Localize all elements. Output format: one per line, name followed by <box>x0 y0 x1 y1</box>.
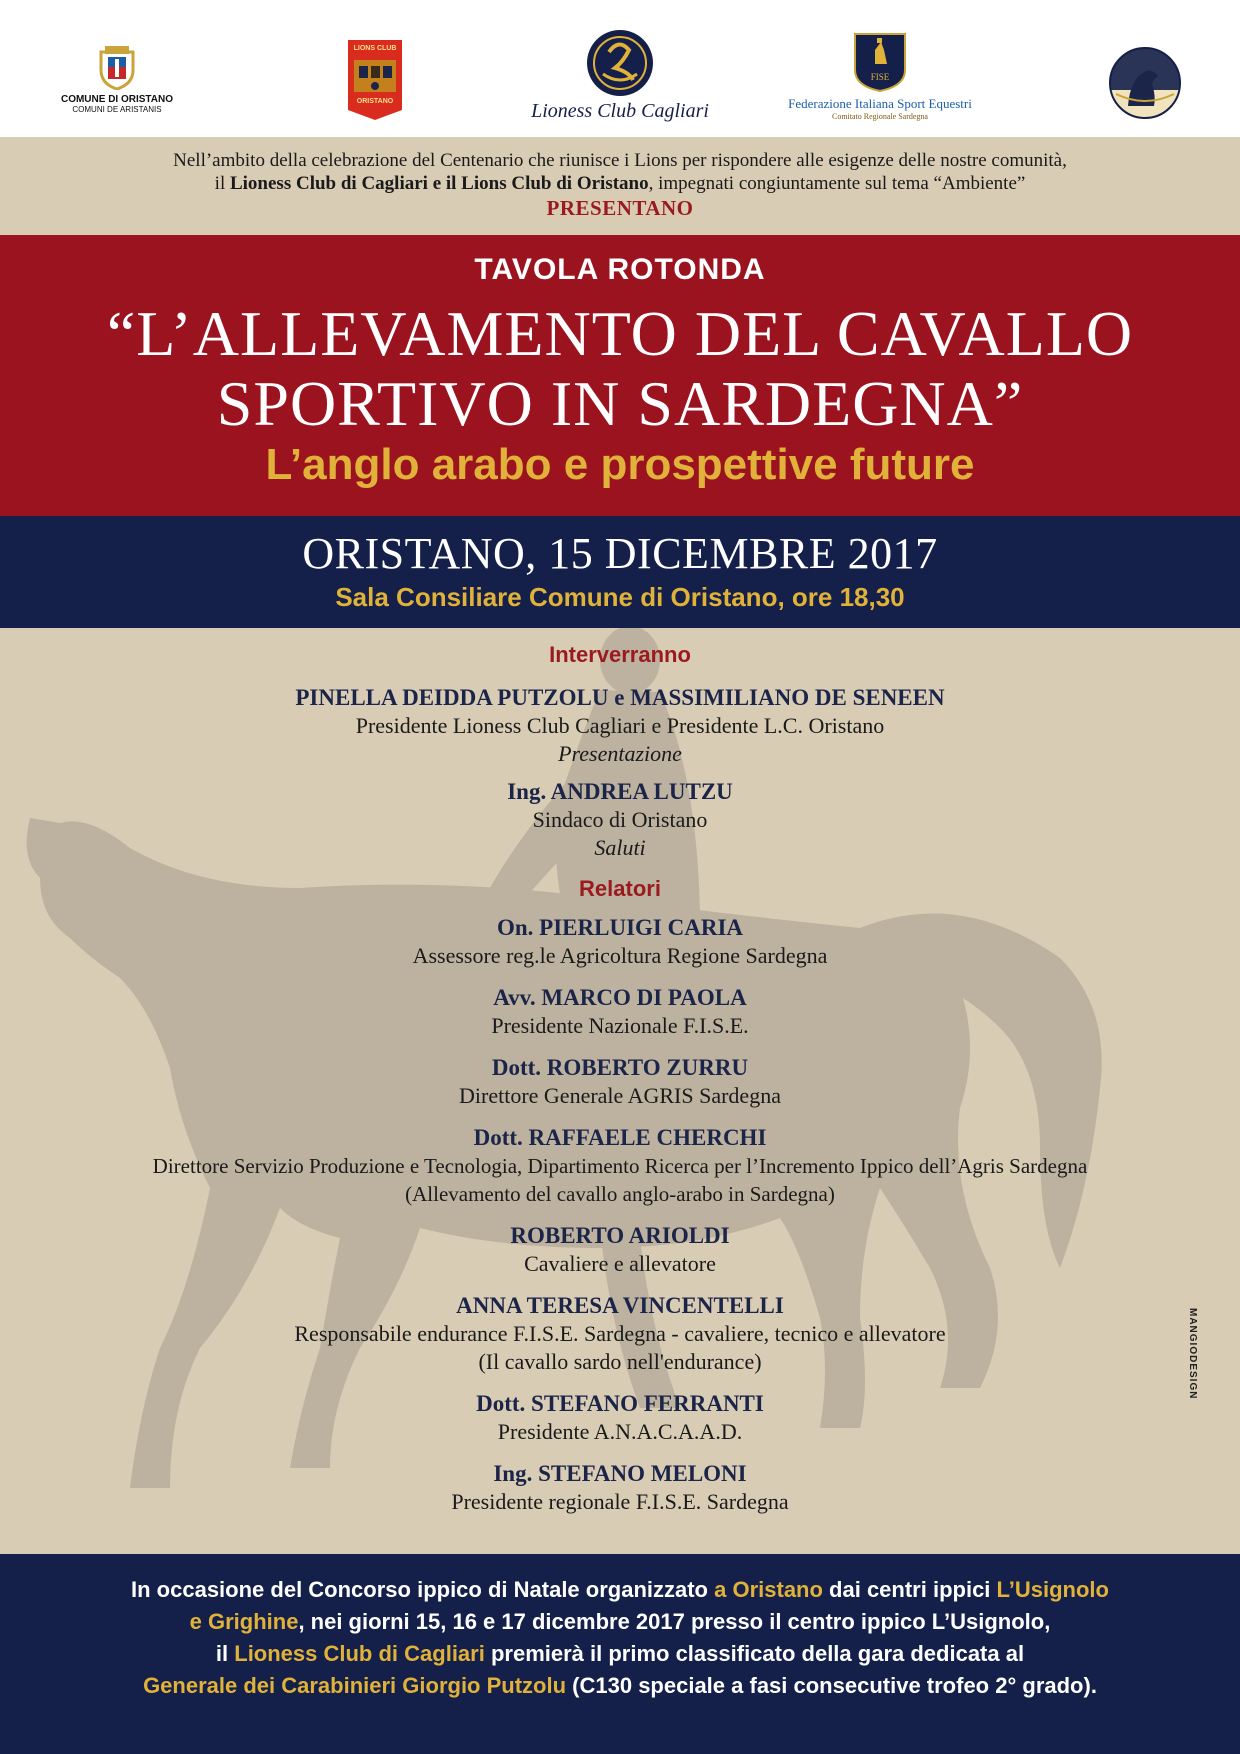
speaker-topic: (Il cavallo sardo nell'endurance) <box>478 1349 762 1374</box>
comune-sub: COMUNI DE ARISTANIS <box>72 105 162 114</box>
intro-section <box>0 137 1240 235</box>
speaker-topic: (Allevamento del cavallo anglo-arabo in Sardegna) <box>405 1182 835 1206</box>
speaker-block <box>0 1390 1240 1446</box>
comune-oristano-logo <box>52 44 182 114</box>
fise-sub: Comitato Regionale Sardegna <box>832 112 928 121</box>
program-content <box>0 628 1240 1516</box>
event-title <box>0 299 1240 439</box>
footer-text: , nei giorni 15, 16 e 17 dicembre 2017 presso il centro ippico L’Usignolo, <box>298 1609 1051 1634</box>
footer-highlight: L’Usignolo <box>996 1577 1109 1602</box>
fise-caption: Federazione Italiana Sport Equestri <box>788 96 972 111</box>
footer-line-1 <box>0 1574 1240 1606</box>
horse-club-logo <box>1108 46 1182 125</box>
speaker-role: Sindaco di Oristano <box>532 807 708 832</box>
footer-text: dai centri ippici <box>822 1577 997 1602</box>
footer-line-3 <box>0 1638 1240 1670</box>
speaker-name: ROBERTO ARIOLDI <box>510 1223 730 1248</box>
event-title-line-2: SPORTIVO IN SARDEGNA” <box>216 368 1024 439</box>
event-date: ORISTANO, 15 DICEMBRE 2017 <box>302 529 938 578</box>
speaker-name: Dott. RAFFAELE CHERCHI <box>473 1125 767 1150</box>
fise-label: FISE <box>870 72 890 82</box>
intro-line-2-bold: Lioness Club di Cagliari e il Lions Club di Oristano <box>229 173 649 194</box>
lioness-caption: Lioness Club Cagliari <box>531 100 709 122</box>
speaker-block <box>0 684 1240 768</box>
speaker-role: Responsabile endurance F.I.S.E. Sardegna - cavaliere, tecnico e allevatore <box>294 1321 946 1346</box>
speaker-block <box>0 1222 1240 1278</box>
speaker-name: Dott. ROBERTO ZURRU <box>491 1055 749 1080</box>
intro-line-2-pre: il <box>214 173 230 194</box>
lions-top-label: LIONS CLUB <box>353 45 397 52</box>
footer-notice <box>0 1554 1240 1754</box>
fise-shield-icon <box>851 30 909 92</box>
speaker-role: Direttore Generale AGRIS Sardegna <box>459 1083 781 1108</box>
intro-line-1: Nell’ambito della celebrazione del Centenario che riunisce i Lions per rispondere alle esigenze delle nostre comunità, <box>173 150 1067 171</box>
footer-highlight: Lioness Club di Cagliari <box>234 1641 485 1666</box>
speaker-name: PINELLA DEIDDA PUTZOLU e MASSIMILIANO DE SENEEN <box>295 685 945 710</box>
relatori-heading: Relatori <box>579 876 661 901</box>
footer-line-2 <box>0 1606 1240 1638</box>
event-kicker: TAVOLA ROTONDA <box>474 253 766 286</box>
speaker-block <box>0 1054 1240 1110</box>
footer-text: In occasione del Concorso ippico di Natale organizzato <box>131 1577 715 1602</box>
speaker-name: Ing. STEFANO MELONI <box>493 1461 747 1486</box>
title-band <box>0 235 1240 516</box>
logo-bar <box>0 0 1240 137</box>
footer-highlight: e Grighine <box>189 1609 299 1634</box>
speaker-block <box>0 1292 1240 1376</box>
speaker-role: Presidente A.N.A.C.A.A.D. <box>497 1419 743 1444</box>
speaker-name: On. PIERLUIGI CARIA <box>496 915 743 940</box>
date-band <box>0 516 1240 628</box>
footer-line-4 <box>0 1670 1240 1702</box>
crest-icon <box>97 44 137 90</box>
footer-text: (C130 speciale a fasi consecutive trofeo 2° grado). <box>566 1673 1097 1698</box>
lioness-emblem-icon <box>585 28 655 98</box>
lions-banner-icon <box>348 40 402 120</box>
speaker-block <box>0 984 1240 1040</box>
interverranno-heading: Interverranno <box>549 642 691 667</box>
speaker-name: Ing. ANDREA LUTZU <box>507 779 733 804</box>
designer-credit: MANGIODESIGN <box>1187 1308 1198 1400</box>
footer-text: il <box>215 1641 235 1666</box>
program-section <box>0 628 1240 1554</box>
event-venue: Sala Consiliare Comune di Oristano, ore 18,30 <box>335 582 905 612</box>
footer-highlight: a Oristano <box>714 1577 823 1602</box>
comune-name: COMUNE DI ORISTANO <box>60 94 174 105</box>
footer-text: premierà il primo classificato della gara dedicata al <box>484 1641 1025 1666</box>
speaker-block <box>0 1124 1240 1208</box>
speaker-role: Direttore Servizio Produzione e Tecnologia, Dipartimento Ricerca per l’Incremento Ippico dell’Agris Sardegna <box>152 1154 1088 1178</box>
lions-bottom-label: ORISTANO <box>356 98 394 105</box>
presentano-label: PRESENTANO <box>546 196 694 220</box>
speaker-name: Avv. MARCO DI PAOLA <box>493 985 747 1010</box>
event-subtitle: L’anglo arabo e prospettive future <box>265 440 975 489</box>
speaker-note: Presentazione <box>558 741 682 766</box>
speaker-name: ANNA TERESA VINCENTELLI <box>456 1293 784 1318</box>
speaker-role: Presidente Nazionale F.I.S.E. <box>491 1013 749 1038</box>
intro-line-2-post: , impegnati congiuntamente sul tema “Ambiente” <box>648 173 1026 194</box>
intro-line-2 <box>0 172 1240 195</box>
event-title-line-1: “L’ALLEVAMENTO DEL CAVALLO <box>106 298 1134 369</box>
speaker-note: Saluti <box>594 835 646 860</box>
lioness-club-cagliari-logo <box>520 28 720 123</box>
speaker-block <box>0 1460 1240 1516</box>
speaker-block <box>0 778 1240 862</box>
speaker-role: Presidente Lioness Club Cagliari e Presidente L.C. Oristano <box>355 713 885 738</box>
speaker-role: Presidente regionale F.I.S.E. Sardegna <box>451 1489 789 1514</box>
fise-logo <box>780 30 980 121</box>
speaker-role: Assessore reg.le Agricoltura Regione Sardegna <box>412 943 828 968</box>
footer-highlight: Generale dei Carabinieri Giorgio Putzolu <box>143 1673 567 1698</box>
speaker-block <box>0 914 1240 970</box>
lions-club-oristano-logo <box>348 40 402 125</box>
horse-head-icon <box>1108 46 1182 120</box>
speaker-name: Dott. STEFANO FERRANTI <box>476 1391 764 1416</box>
speaker-role: Cavaliere e allevatore <box>524 1251 716 1276</box>
